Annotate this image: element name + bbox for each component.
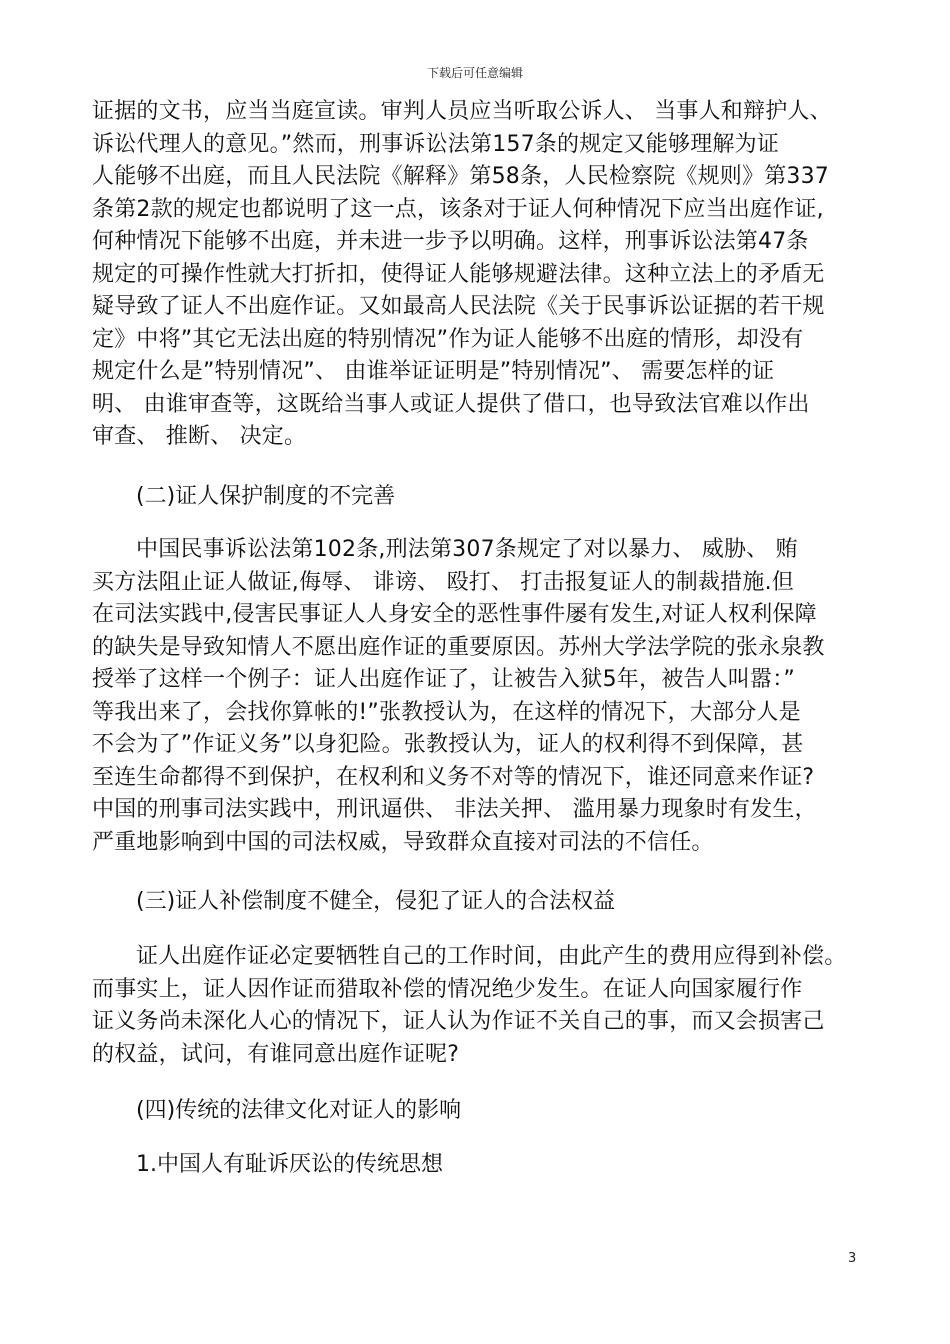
paragraph-1-line: 疑导致了证人不出庭作证。又如最高人民法院《关于民事诉讼证据的若干规 bbox=[92, 294, 825, 319]
paragraph-3-line: 证人出庭作证必定要牺牲自己的工作时间，由此产生的费用应得到补偿。 bbox=[136, 944, 847, 969]
paragraph-2-line: 严重地影响到中国的司法权威，导致群众直接对司法的不信任。 bbox=[92, 829, 714, 855]
paragraph-1-line: 条第2款的规定也都说明了这一点，该条对于证人何种情况下应当出庭作证, bbox=[92, 196, 824, 222]
section-heading-2: (二)证人保护制度的不完善 bbox=[136, 484, 396, 509]
section-heading-4: (四)传统的法律文化对证人的影响 bbox=[136, 1098, 462, 1123]
paragraph-1-line: 定》中将”其它无法出庭的特别情况”作为证人能够不出庭的情形，却没有 bbox=[92, 326, 804, 352]
section-heading-3: (三)证人补偿制度不健全，侵犯了证人的合法权益 bbox=[136, 889, 616, 914]
paragraph-1-line: 何种情况下能够不出庭，并未进一步予以明确。这样，刑事诉讼法第47条 bbox=[92, 229, 809, 254]
paragraph-2-line: 在司法实践中,侵害民事证人人身安全的恶性事件屡有发生,对证人权利保障 bbox=[92, 602, 817, 627]
paragraph-2-line: 至连生命都得不到保护，在权利和义务不对等的情况下，谁还同意来作证? bbox=[92, 764, 815, 790]
paragraph-3-line: 证义务尚未深化人心的情况下，证人认为作证不关自己的事，而又会损害己 bbox=[92, 1009, 825, 1034]
paragraph-1-line: 审查、 推断、 决定。 bbox=[92, 424, 307, 449]
paragraph-2-line: 的缺失是导致知情人不愿出庭作证的重要原因。苏州大学法学院的张永泉教 bbox=[92, 634, 825, 660]
paragraph-1-line: 明、 由谁审查等，这既给当事人或证人提供了借口，也导致法官难以作出 bbox=[92, 391, 810, 417]
paragraph-3 bbox=[92, 941, 872, 1071]
paragraph-1-line: 人能够不出庭，而且人民法院《解释》第58条，人民检察院《规则》第337 bbox=[92, 164, 829, 189]
paragraph-3-line: 而事实上，证人因作证而猎取补偿的情况绝少发生。在证人向国家履行作 bbox=[92, 976, 803, 1002]
paragraph-2-line: 授举了这样一个例子：证人出庭作证了，让被告入狱5年，被告人叫嚣：” bbox=[92, 667, 795, 692]
paragraph-1-line: 诉讼代理人的意见。”然而，刑事诉讼法第157条的规定又能够理解为证 bbox=[92, 131, 779, 157]
paragraph-2-line: 中国的刑事司法实践中，刑讯逼供、 非法关押、 滥用暴力现象时有发生， bbox=[92, 797, 817, 822]
paragraph-3-line: 的权益，试问，有谁同意出庭作证呢? bbox=[92, 1041, 460, 1067]
page-header: 下载后可任意编辑 bbox=[426, 66, 523, 80]
paragraph-1-line: 规定什么是”特别情况”、 由谁举证证明是”特别情况”、 需要怎样的证 bbox=[92, 359, 775, 384]
paragraph-2-line: 不会为了”作证义务”以身犯险。张教授认为，证人的权利得不到保障，甚 bbox=[92, 732, 804, 757]
page-number: 3 bbox=[848, 1251, 857, 1266]
paragraph-2 bbox=[92, 534, 872, 859]
paragraph-1-line: 证据的文书，应当当庭宣读。审判人员应当听取公诉人、 当事人和辩护人、 bbox=[92, 99, 832, 124]
paragraph-1 bbox=[92, 96, 872, 454]
paragraph-2-line: 中国民事诉讼法第102条,刑法第307条规定了对以暴力、 威胁、 贿 bbox=[136, 537, 798, 562]
paragraph-1-line: 规定的可操作性就大打折扣，使得证人能够规避法律。这种立法上的矛盾无 bbox=[92, 261, 825, 287]
paragraph-2-line: 等我出来了，会找你算帐的!”张教授认为，在这样的情况下，大部分人是 bbox=[92, 699, 801, 725]
paragraph-2-line: 买方法阻止证人做证,侮辱、 诽谤、 殴打、 打击报复证人的制裁措施.但 bbox=[92, 569, 794, 595]
section-heading-5: 1.中国人有耻诉厌讼的传统思想 bbox=[136, 1152, 443, 1177]
